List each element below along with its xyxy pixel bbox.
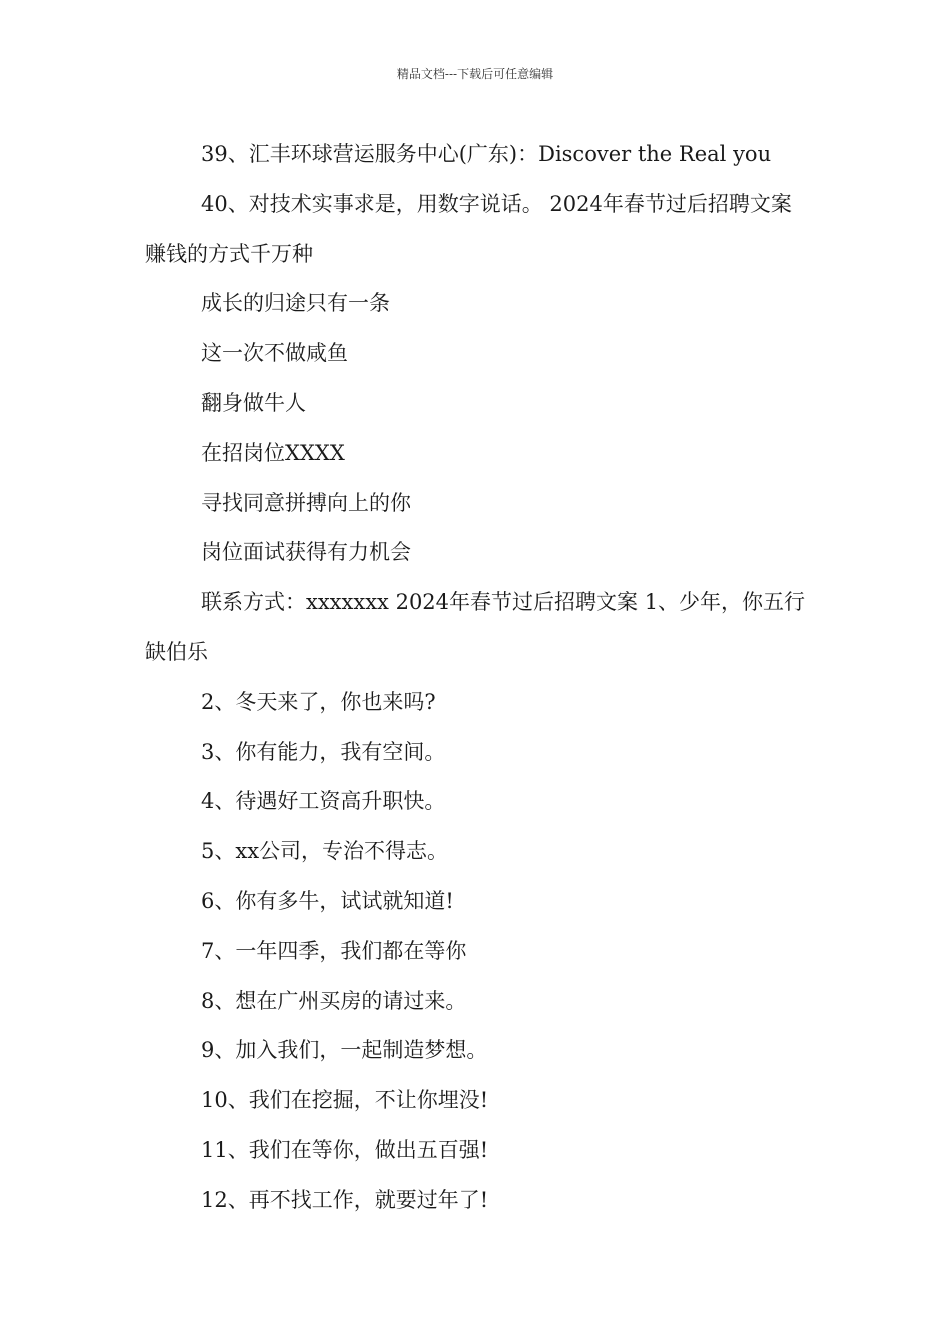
paragraph: 12、再不找工作，就要过年了!: [201, 1187, 489, 1212]
paragraph: 11、我们在等你，做出五百强!: [201, 1137, 489, 1162]
paragraph: 在招岗位XXXX: [201, 440, 345, 465]
document-body: [145, 130, 810, 1226]
paragraph: 翻身做牛人: [201, 390, 306, 415]
paragraph: 10、我们在挖掘，不让你埋没!: [201, 1088, 489, 1113]
paragraph: 2、冬天来了，你也来吗?: [201, 689, 436, 714]
paragraph: 7、一年四季，我们都在等你: [201, 938, 467, 963]
paragraph: 4、待遇好工资高升职快。: [201, 789, 446, 814]
paragraph: 5、xx公司，专治不得志。: [201, 839, 449, 864]
paragraph: 40、对技术实事求是，用数字说话。 2024年春节过后招聘文案 赚钱的方式千万种: [145, 191, 792, 266]
paragraph: 39、汇丰环球营运服务中心(广东)：Discover the Real you: [201, 142, 772, 166]
paragraph: 6、你有多牛，试试就知道!: [201, 888, 454, 913]
paragraph: 这一次不做咸鱼: [201, 341, 348, 366]
paragraph: 寻找同意拼搏向上的你: [201, 490, 411, 515]
paragraph: 联系方式：xxxxxxx 2024年春节过后招聘文案 1、少年，你五行缺伯乐: [145, 590, 806, 664]
paragraph: 3、你有能力，我有空间。: [201, 739, 446, 764]
page-header: 精品文档---下载后可任意编辑: [396, 67, 554, 81]
paragraph: 成长的归途只有一条: [201, 291, 390, 316]
paragraph: 9、加入我们，一起制造梦想。: [201, 1038, 488, 1063]
paragraph: 8、想在广州买房的请过来。: [201, 988, 467, 1013]
paragraph: 岗位面试获得有力机会: [201, 540, 411, 565]
